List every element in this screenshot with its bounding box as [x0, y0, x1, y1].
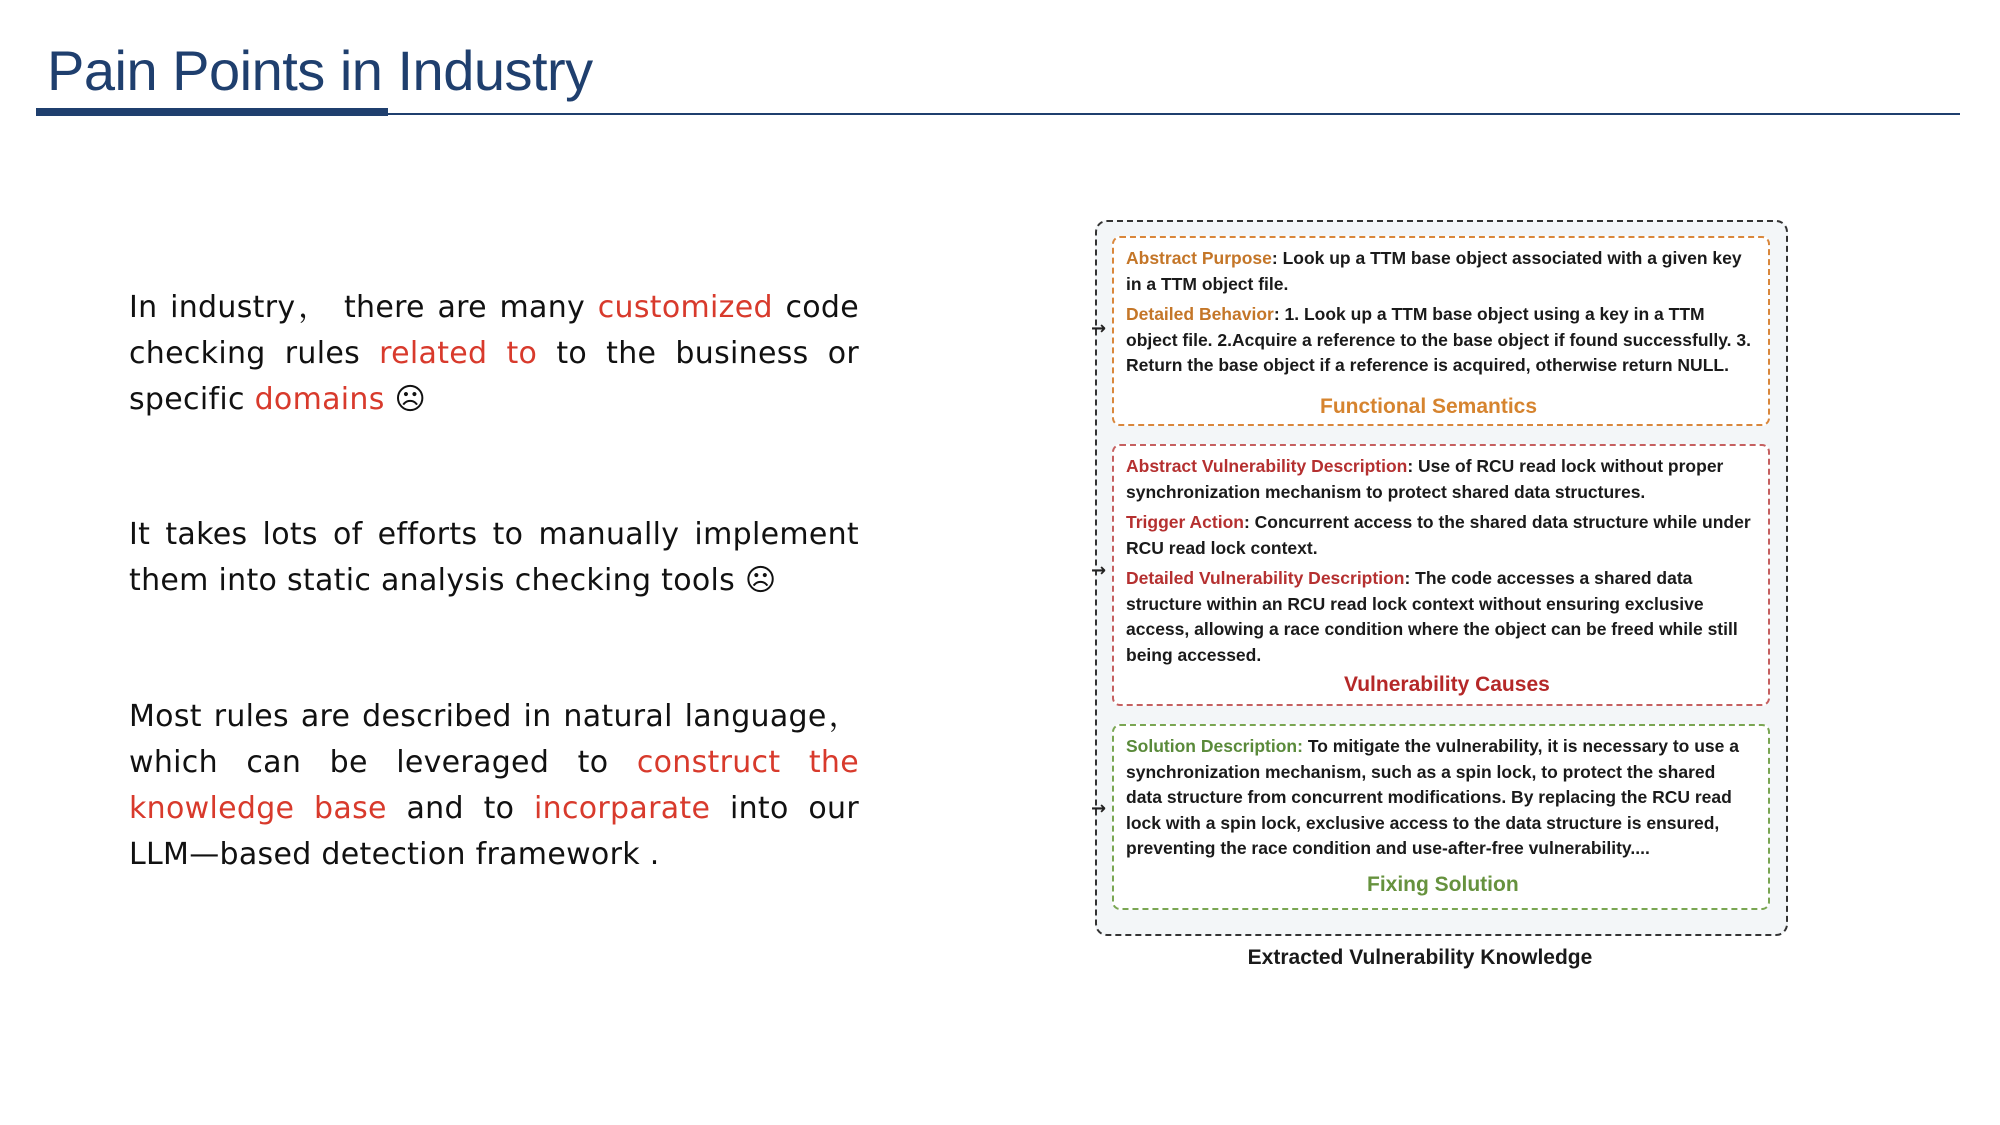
- functional-semantics-box: [1112, 236, 1770, 426]
- vulnerability-causes-heading: Vulnerability Causes: [1344, 673, 1550, 696]
- abstract-vulnerability-label: Abstract Vulnerability Description: [1126, 456, 1408, 476]
- p1-text-3: to the business or specific: [129, 336, 859, 417]
- detailed-vulnerability: [1126, 566, 1756, 668]
- figure-caption: Extracted Vulnerability Knowledge: [1247, 946, 1593, 969]
- arrow-right-icon: →: [1091, 798, 1107, 819]
- p3-highlight-construct: construct the knowledge base: [129, 745, 859, 826]
- arrow-right-icon: →: [1091, 560, 1107, 581]
- p1-sad-face-icon: ☹: [384, 382, 427, 417]
- trigger-action: [1126, 510, 1756, 561]
- abstract-vulnerability: [1126, 454, 1756, 505]
- vulnerability-causes-box: [1112, 444, 1770, 706]
- detailed-vulnerability-text: : The code accesses a shared data structure within an RCU read lock context without ensuring exclusive access, allowing a race condition where the object can be freed while still being accessed.: [1126, 568, 1738, 665]
- trigger-action-label: Trigger Action: [1126, 512, 1244, 532]
- title-underline: [36, 113, 1960, 115]
- abstract-vulnerability-text: : Use of RCU read lock without proper synchronization mechanism to protect shared data structures.: [1126, 456, 1724, 502]
- trigger-action-text: : Concurrent access to the shared data structure while under RCU read lock context.: [1126, 512, 1751, 558]
- p3-text-3: into our LLM—based detection framework .: [129, 791, 859, 872]
- paragraph-manual-effort: It takes lots of efforts to manually implement them into static analysis checking tools ☹: [129, 517, 859, 598]
- detailed-behavior-text: : 1. Look up a TTM base object using a key in a TTM object file. 2.Acquire a reference to the base object if found successfully. 3. Return the base object if a reference is acquired, otherwise return NULL.: [1126, 304, 1751, 375]
- solution-description-text: To mitigate the vulnerability, it is necessary to use a synchronization mechanism, such as a spin lock, to protect the shared data structure from concurrent modifications. By replacing the RCU read lock with a spin lock, exclusive access to the data structure is ensured, preventing the race condition and use-after-free vulnerability....: [1126, 736, 1739, 858]
- abstract-purpose: [1126, 246, 1756, 297]
- detailed-behavior: [1126, 302, 1756, 379]
- p1-text-1: In industry， there are many: [129, 290, 598, 325]
- p3-text-2: and to: [386, 791, 535, 826]
- paragraph-natural-language: [129, 694, 859, 878]
- fixing-solution-box: [1112, 724, 1770, 910]
- abstract-purpose-label: Abstract Purpose: [1126, 248, 1272, 268]
- abstract-purpose-text: : Look up a TTM base object associated with a given key in a TTM object file.: [1126, 248, 1742, 294]
- p1-highlight-domains: domains: [254, 382, 385, 417]
- page-title: Pain Points in Industry: [47, 39, 593, 102]
- detailed-vulnerability-label: Detailed Vulnerability Description: [1126, 568, 1405, 588]
- p1-highlight-related: related to: [379, 336, 538, 371]
- arrow-right-icon: →: [1091, 318, 1107, 339]
- functional-semantics-heading: Functional Semantics: [1320, 395, 1538, 418]
- paragraph-customized-rules: [129, 285, 859, 423]
- vulnerability-knowledge-figure: [1091, 220, 1788, 936]
- solution-description-label: Solution Description:: [1126, 736, 1303, 756]
- p1-text-2: code checking rules: [129, 290, 859, 371]
- fixing-solution-heading: Fixing Solution: [1367, 873, 1519, 896]
- p1-highlight-customized: customized: [597, 290, 773, 325]
- solution-description: [1126, 734, 1756, 862]
- p3-text-1: Most rules are described in natural language， which can be leveraged to: [129, 699, 859, 780]
- p3-highlight-incorparate: incorparate: [534, 791, 711, 826]
- detailed-behavior-label: Detailed Behavior: [1126, 304, 1274, 324]
